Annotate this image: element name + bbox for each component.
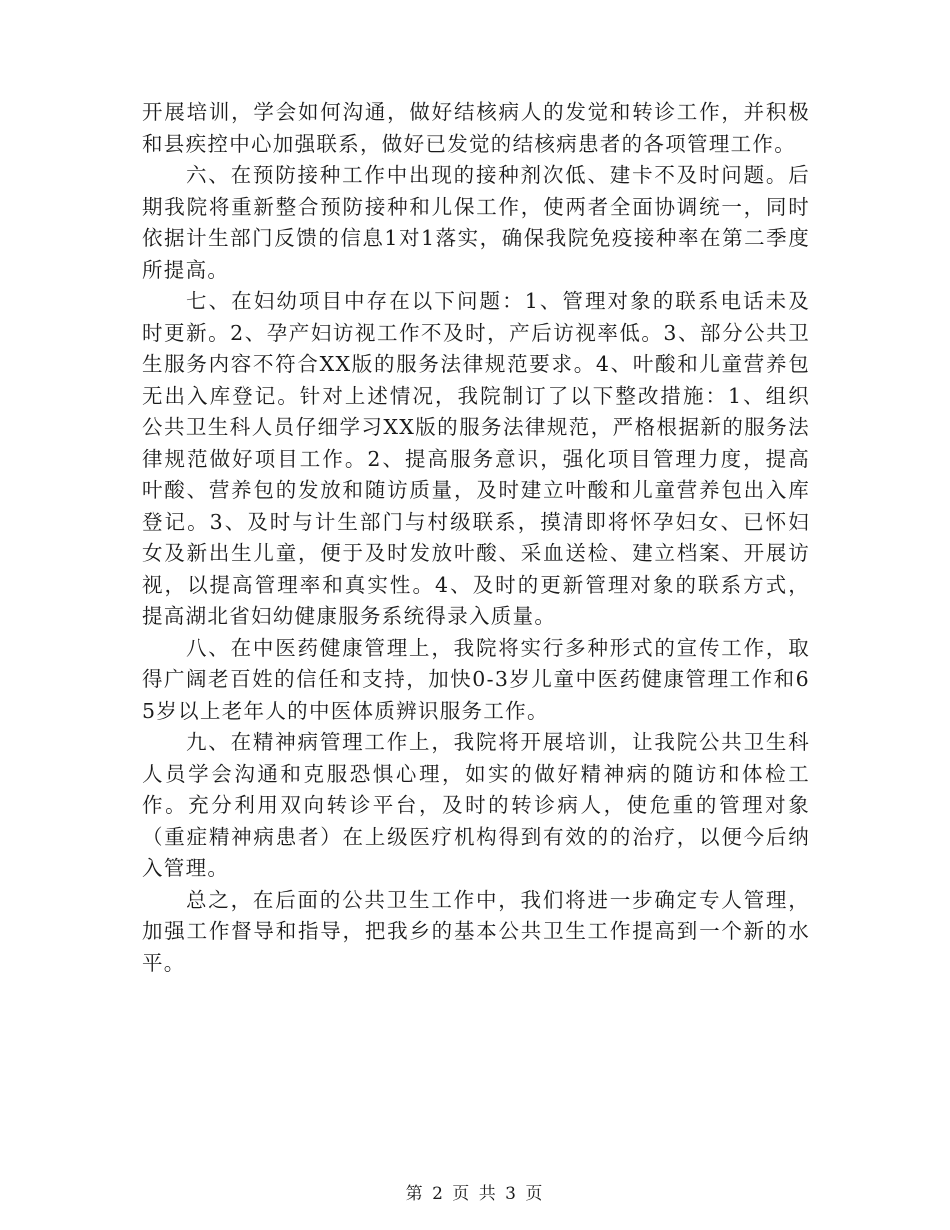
paragraph-continuation: 开展培训，学会如何沟通，做好结核病人的发觉和转诊工作，并积极和县疾控中心加强联系，做好已发觉的结核病患者的各项管理工作。 [142, 100, 810, 156]
paragraph-item-9: 九、在精神病管理工作上，我院将开展培训，让我院公共卫生科人员学会沟通和克服恐惧心理，如实的做好精神病的随访和体检工作。充分利用双向转诊平台，及时的转诊病人，使危重的管理对象（重症精神病患者）在上级医疗机构得到有效的的治疗，以便今后纳入管理。 [142, 730, 810, 880]
paragraph-item-7: 七、在妇幼项目中存在以下问题：1、管理对象的联系电话未及时更新。2、孕产妇访视工作不及时，产后访视率低。3、部分公共卫生服务内容不符合XX版的服务法律规范要求。4、叶酸和儿童营养包无出入库登记。针对上述情况，我院制订了以下整改措施：1、组织公共卫生科人员仔细学习XX版的服务法律规范，严格根据新的服务法律规范做好项目工作。2、提高服务意识，强化项目管理力度，提高叶酸、营养包的发放和随访质量，及时建立叶酸和儿童营养包出入库登记。3、及时与计生部门与村级联系，摸清即将怀孕妇女、已怀妇女及新出生儿童，便于及时发放叶酸、采血送检、建立档案、开展访视，以提高管理率和真实性。4、及时的更新管理对象的联系方式，提高湖北省妇幼健康服务系统得录入质量。 [142, 289, 810, 628]
page-footer: 第 2 页 共 3 页 [405, 1184, 545, 1204]
paragraph-item-8: 八、在中医药健康管理上，我院将实行多种形式的宣传工作，取得广阔老百姓的信任和支持，加快0-3岁儿童中医药健康管理工作和65岁以上老年人的中医体质辨识服务工作。 [142, 635, 810, 723]
paragraph-item-6: 六、在预防接种工作中出现的接种剂次低、建卡不及时问题。后期我院将重新整合预防接种和儿保工作，使两者全面协调统一，同时依据计生部门反馈的信息1对1落实，确保我院免疫接种率在第二季度所提高。 [142, 163, 810, 282]
document-body [142, 97, 810, 979]
paragraph-conclusion: 总之，在后面的公共卫生工作中，我们将进一步确定专人管理，加强工作督导和指导，把我乡的基本公共卫生工作提高到一个新的水平。 [142, 887, 810, 975]
